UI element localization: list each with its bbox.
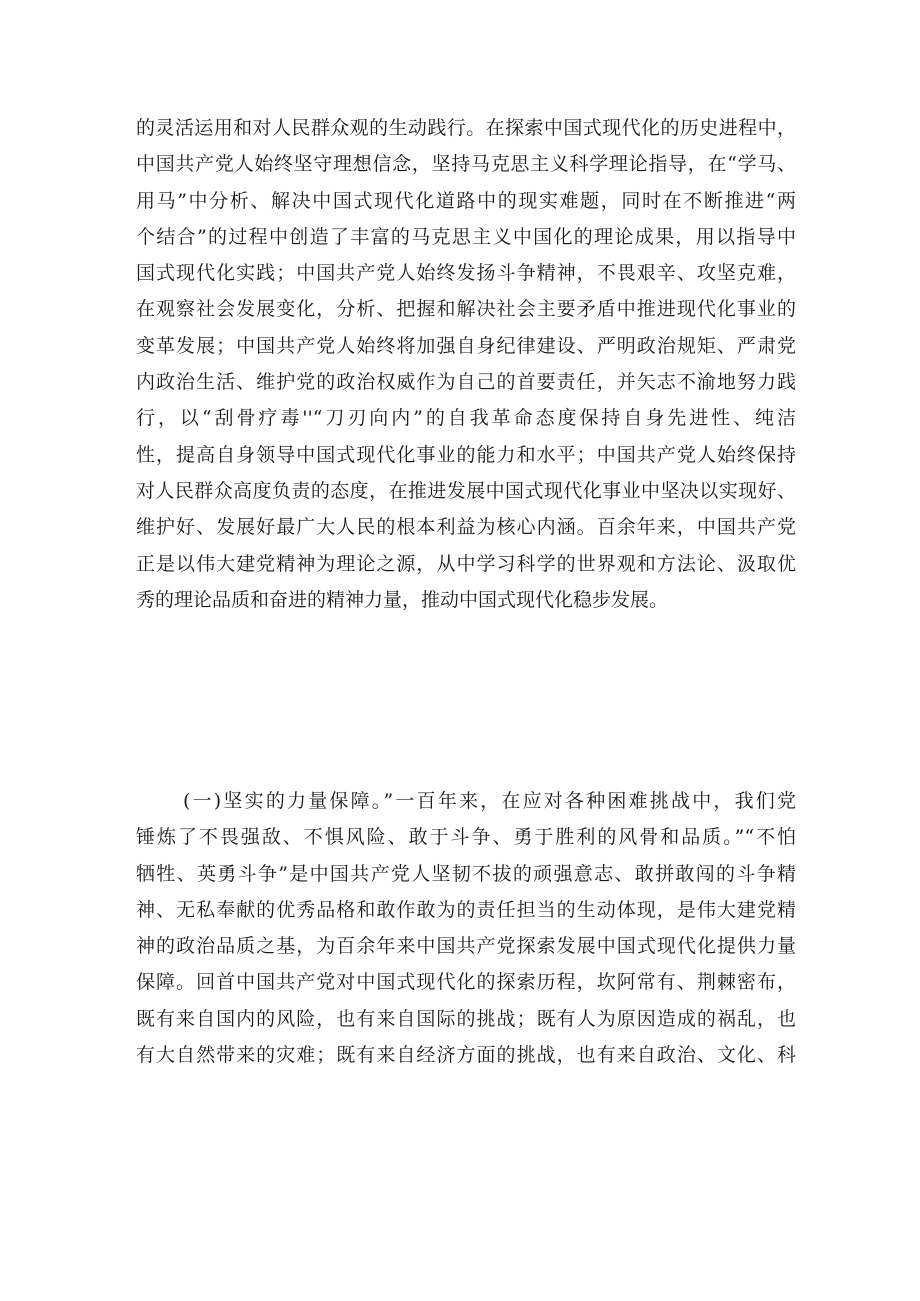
text-line: 的灵活运用和对人民群众观的生动践行。在探索中国式现代化的历史进程中， (136, 117, 796, 139)
text-line: 中国共产党人始终坚守理想信念，坚持马克思主义科学理论指导，在“学马、 (136, 153, 796, 176)
text-line: 神、无私奉献的优秀品格和敢作敢为的责任担当的生动体现，是伟大建党精 (136, 898, 796, 921)
paragraph-1 (136, 110, 796, 618)
text-line: 神的政治品质之基，为百余年来中国共产党探索发展中国式现代化提供力量 (136, 935, 796, 958)
text-line: 在观察社会发展变化，分析、把握和解决社会主要矛盾中推进现代化事业的 (136, 298, 796, 321)
text-line: 正是以伟大建党精神为理论之源，从中学习科学的世界观和方法论、汲取优 (136, 552, 796, 575)
text-line: 对人民群众高度负责的态度，在推进发展中国式现代化事业中坚决以实现好、 (136, 479, 796, 502)
text-line: (一)坚实的力量保障。”一百年来，在应对各种困难挑战中，我们党 (183, 790, 796, 812)
text-line: 牺牲、英勇斗争”是中国共产党人坚韧不拔的顽强意志、敢拼敢闯的斗争精 (136, 862, 796, 885)
text-line: 保障。回首中国共产党对中国式现代化的探索历程，坎阿常有、荆棘密布， (136, 971, 796, 994)
text-line: 有大自然带来的灾难；既有来自经济方面的挑战，也有来自政治、文化、科 (136, 1044, 796, 1067)
text-line: 个结合”的过程中创造了丰富的马克思主义中国化的理论成果，用以指导中 (136, 225, 796, 248)
text-line: 性，提高自身领导中国式现代化事业的能力和水平；中国共产党人始终保持 (136, 443, 796, 466)
text-line: 变革发展；中国共产党人始终将加强自身纪律建设、严明政治规矩、严肃党 (136, 334, 796, 357)
text-line: 既有来自国内的风险，也有来自国际的挑战；既有人为原因造成的祸乱，也 (136, 1007, 796, 1030)
text-line: 行，以“刮骨疗毒''“刀刃向内”的自我革命态度保持自身先进性、纯洁 (136, 407, 796, 430)
text-line: 内政治生活、维护党的政治权威作为自己的首要责任，并矢志不渝地努力践 (136, 371, 796, 394)
text-line: 锤炼了不畏强敌、不惧风险、敢于斗争、勇于胜利的风骨和品质。”“不怕 (136, 826, 796, 849)
text-line: 维护好、发展好最广大人民的根本利益为核心内涵。百余年来，中国共产党 (136, 516, 796, 539)
paragraph-2 (136, 783, 796, 1073)
text-line: 国式现代化实践；中国共产党人始终发扬斗争精神，不畏艰辛、攻坚克难， (136, 262, 796, 285)
text-line: 用马”中分析、解决中国式现代化道路中的现实难题，同时在不断推进“两 (136, 189, 796, 212)
text-line: 秀的理论品质和奋进的精神力量，推动中国式现代化稳步发展。 (136, 588, 669, 611)
